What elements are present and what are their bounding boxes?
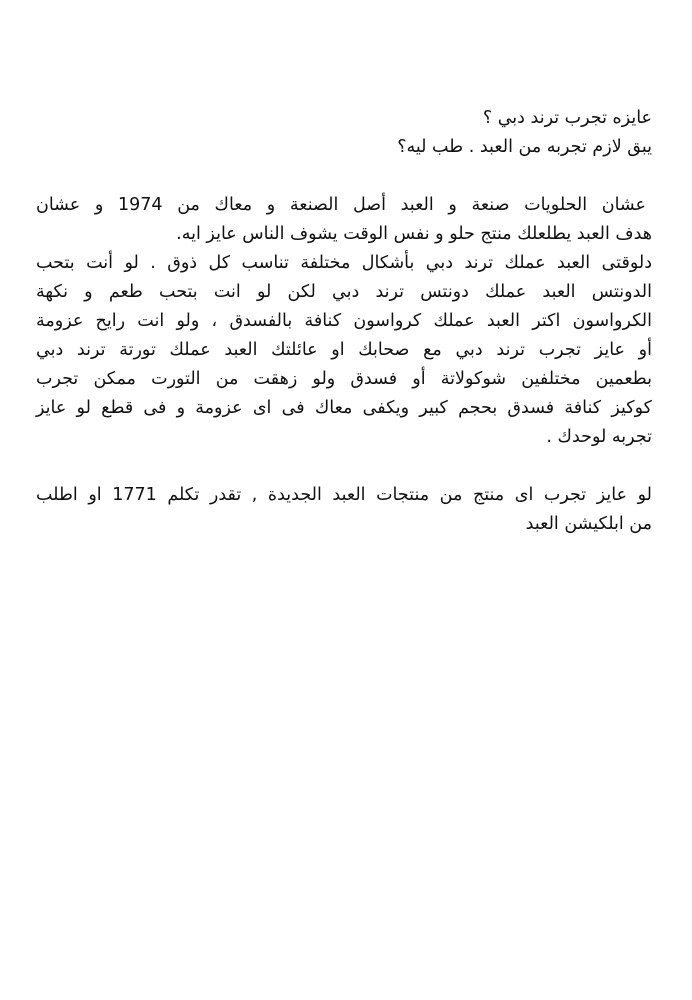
paragraph-gap: [36, 162, 652, 191]
closing-line: لو عايز تجرب اى منتج من منتجات العبد الجديدة , تقدر تكلم 1771 او اطلب: [36, 485, 652, 505]
body-line: الكرواسون اكتر العبد عملك كرواسون كنافة بالفسدق ، ولو انت رايح عزومة: [36, 311, 652, 331]
closing-line: من ابلكيشن العبد: [525, 514, 652, 534]
body-line: الدونتس العبد عملك دونتس ترند دبي لكن لو انت بتحب طعم و نكهة: [36, 282, 652, 302]
body-paragraph: [36, 191, 652, 452]
body-line: أو عايز تجرب ترند دبي مع صحابك او عائلتك العبد عملك تورتة ترند دبي: [36, 340, 652, 360]
intro-question: عايزه تجرب ترند دبي ؟: [482, 108, 652, 128]
intro-followup: يبق لازم تجربه من العبد . طب ليه؟: [397, 137, 652, 157]
body-line: دلوقتى العبد عملك ترند دبي بأشكال مختلفة تناسب كل ذوق . لو أنت بتحب: [36, 253, 652, 273]
body-line: عشان الحلويات صنعة و العبد أصل الصنعة و معاك من 1974 و عشان: [36, 195, 646, 215]
body-line: كوكيز كنافة فسدق بحجم كبير ويكفى معاك فى اى عزومة و فى قطع لو عايز: [36, 398, 652, 418]
body-line: هدف العبد يطلعلك منتج حلو و نفس الوقت يشوف الناس عايز ايه.: [176, 224, 652, 244]
body-line: تجربه لوحدك .: [546, 427, 652, 447]
document-text: [36, 104, 652, 539]
body-line: بطعمين مختلفين شوكولاتة أو فسدق ولو زهقت من التورت ممكن تجرب: [36, 369, 652, 389]
paragraph-gap: [36, 452, 652, 481]
closing-paragraph: [36, 481, 652, 539]
